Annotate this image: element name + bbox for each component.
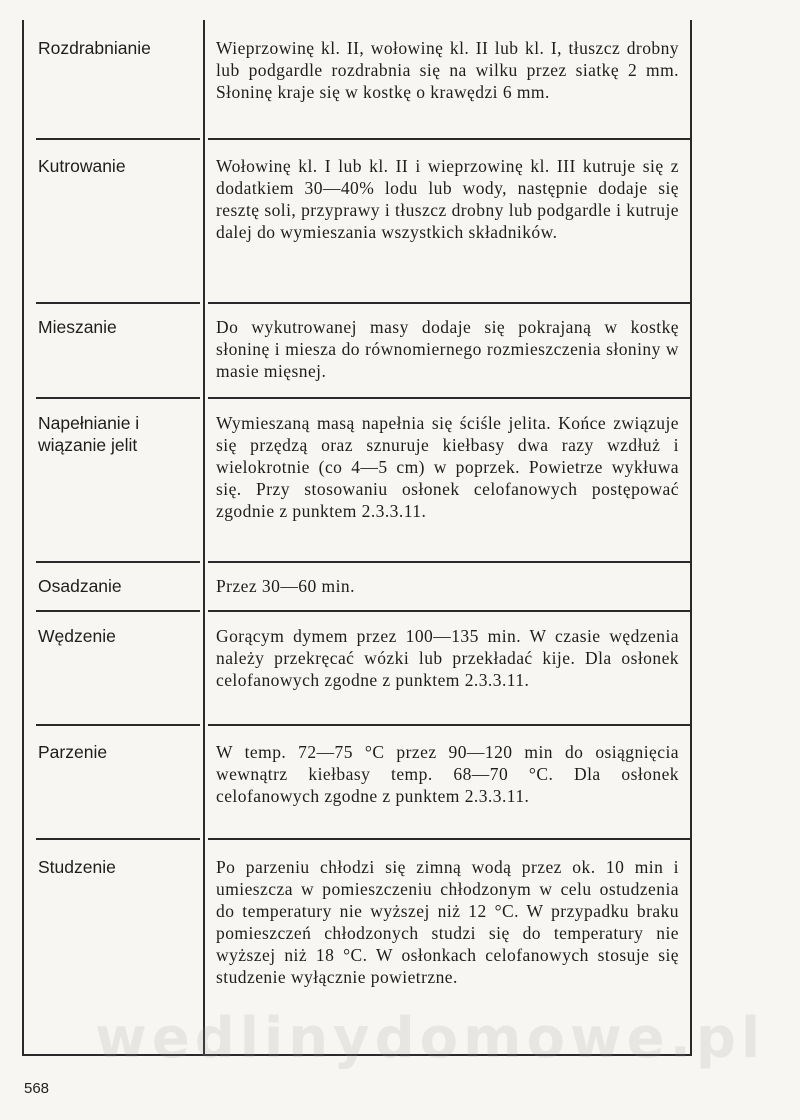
row-separator-label bbox=[36, 838, 200, 840]
watermark: wedlinydomowe.pl bbox=[95, 1006, 766, 1071]
process-step-label: Rozdrabnianie bbox=[38, 38, 151, 58]
process-step-description: Wołowinę kl. I lub kl. II i wieprzowinę kl. III kutruje się z dodatkiem 30—40% lodu lub wody, następnie dodaje się resztę soli, przyprawy i tłuszcz drobny lub podgardle i kutruje dalej do wymieszania wszystkich składników. bbox=[216, 156, 679, 242]
process-step-label: Mieszanie bbox=[38, 317, 117, 337]
table-left-border bbox=[22, 20, 24, 1056]
process-step-label: Studzenie bbox=[38, 857, 116, 877]
row-separator-text bbox=[208, 302, 690, 304]
row-separator-label bbox=[36, 724, 200, 726]
row-separator-label bbox=[36, 138, 200, 140]
row-separator-label bbox=[36, 397, 200, 399]
process-step-description: Po parzeniu chłodzi się zimną wodą przez ok. 10 min i umieszcza w pomieszczeniu chłodzonym w celu ostudzenia do temperatury nie wyższej niż 12 °C. W przypadku braku pomieszczeń chłodzonych studzi się do temperatury nie wyższej niż 18 °C. W osłonkach celofanowych stosuje się studzenie wyłącznie powietrzne. bbox=[216, 857, 679, 987]
row-separator-label bbox=[36, 561, 200, 563]
row-separator-label bbox=[36, 610, 200, 612]
table-right-border bbox=[690, 20, 692, 1056]
process-step-description: Gorącym dymem przez 100—135 min. W czasie wędzenia należy przekręcać wózki lub przekładać kije. Dla osłonek celofanowych zgodne z punktem 2.3.3.11. bbox=[216, 626, 679, 690]
row-separator-text bbox=[208, 397, 690, 399]
row-separator-label bbox=[36, 302, 200, 304]
process-step-label: Wędzenie bbox=[38, 626, 116, 646]
process-step-label: Osadzanie bbox=[38, 576, 122, 596]
process-step-label: Parzenie bbox=[38, 742, 108, 762]
process-step-description: Wymieszaną masą napełnia się ściśle jelita. Końce związuje się przędzą oraz sznuruje kiełbasy dwa razy wzdłuż i wielokrotnie (co 4—5 cm) w poprzek. Powietrze wykłuwa się. Przy stosowaniu osłonek celofanowych postępować zgodnie z punktem 2.3.3.11. bbox=[216, 413, 679, 521]
row-separator-text bbox=[208, 724, 690, 726]
row-separator-text bbox=[208, 610, 690, 612]
process-step-label: Napełnianie i wiązanie jelit bbox=[38, 413, 140, 455]
process-step-description: Wieprzowinę kl. II, wołowinę kl. II lub kl. I, tłuszcz drobny lub podgardle rozdrabnia się na wilku przez siatkę 2 mm. Słoninę kraje się w kostkę o krawędzi 6 mm. bbox=[216, 38, 679, 102]
page-number: 568 bbox=[24, 1080, 50, 1097]
row-separator-text bbox=[208, 138, 690, 140]
process-step-description: Przez 30—60 min. bbox=[216, 576, 355, 596]
row-separator-text bbox=[208, 838, 690, 840]
row-separator-text bbox=[208, 561, 690, 563]
process-step-description: W temp. 72—75 °C przez 90—120 min do osiągnięcia wewnątrz kiełbasy temp. 68—70 °C. Dla osłonek celofanowych zgodne z punktem 2.3.3.11. bbox=[216, 742, 679, 806]
process-step-label: Kutrowanie bbox=[38, 156, 126, 176]
table-column-divider bbox=[203, 20, 205, 1056]
process-step-description: Do wykutrowanej masy dodaje się pokrajaną w kostkę słoninę i miesza do równomiernego rozmieszczenia słoniny w masie mięsnej. bbox=[216, 317, 679, 381]
